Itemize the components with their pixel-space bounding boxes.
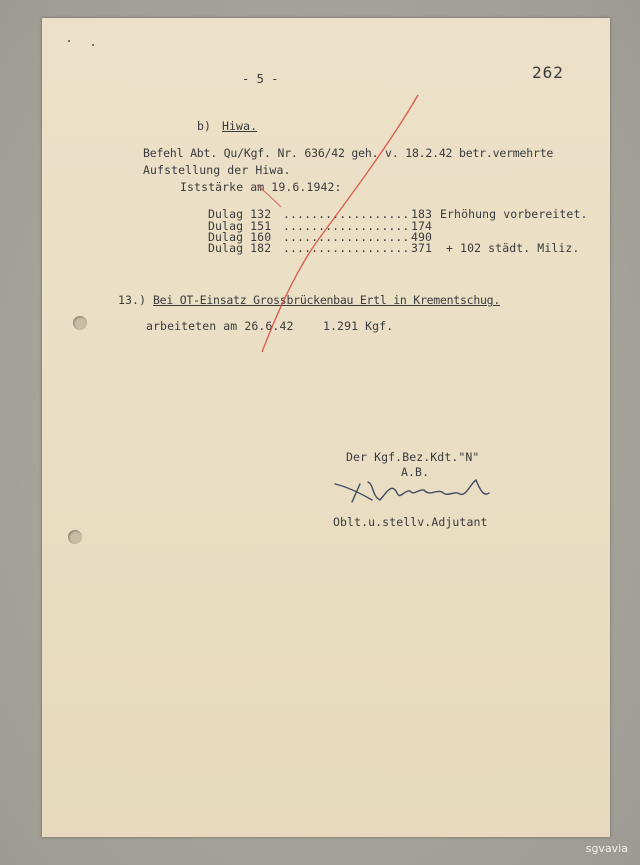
row-note: Erhöhung vorbereitet. <box>440 207 588 221</box>
ink-speck <box>92 44 94 46</box>
row-dots: .................. <box>283 230 410 244</box>
punch-hole-bottom <box>68 530 82 544</box>
order-line-1: Befehl Abt. Qu/Kgf. Nr. 636/42 geh. v. 18.2.42 betr.vermehrte <box>143 146 554 160</box>
row-camp: Dulag 132 <box>208 207 272 221</box>
section-b-label: b) <box>197 119 212 133</box>
watermark: sgvavia <box>585 842 628 855</box>
row-note: + 102 städt. Miliz. <box>446 241 580 255</box>
punch-hole-top <box>73 316 87 330</box>
page-marker: - 5 - <box>242 72 279 86</box>
ab-line: A.B. <box>401 465 430 479</box>
row-dots: .................. <box>283 241 410 255</box>
section-b-title: Hiwa. <box>222 119 258 133</box>
commander-line: Der Kgf.Bez.Kdt."N" <box>346 450 480 464</box>
section-13-title: Bei OT-Einsatz Grossbrückenbau Ertl in Krementschug. <box>153 293 501 307</box>
row-dots: .................. <box>283 219 410 233</box>
folio-number: 262 <box>532 63 564 82</box>
row-count: 174 <box>411 219 433 233</box>
row-count: 183 <box>411 207 433 221</box>
work-label: arbeiteten am 26.6.42 <box>146 319 294 333</box>
section-13-number: 13.) <box>118 293 147 307</box>
adjutant-title: Oblt.u.stellv.Adjutant <box>333 515 488 529</box>
document-page <box>42 18 610 837</box>
ink-speck <box>68 40 70 42</box>
row-camp: Dulag 151 <box>208 219 272 233</box>
work-value: 1.291 Kgf. <box>323 319 394 333</box>
order-line-2: Aufstellung der Hiwa. <box>143 163 291 177</box>
strength-heading: Iststärke am 19.6.1942: <box>180 180 342 194</box>
row-dots: .................. <box>283 207 410 221</box>
row-count: 490 <box>411 230 433 244</box>
row-camp: Dulag 160 <box>208 230 272 244</box>
row-count: 371 <box>411 241 433 255</box>
row-camp: Dulag 182 <box>208 241 272 255</box>
